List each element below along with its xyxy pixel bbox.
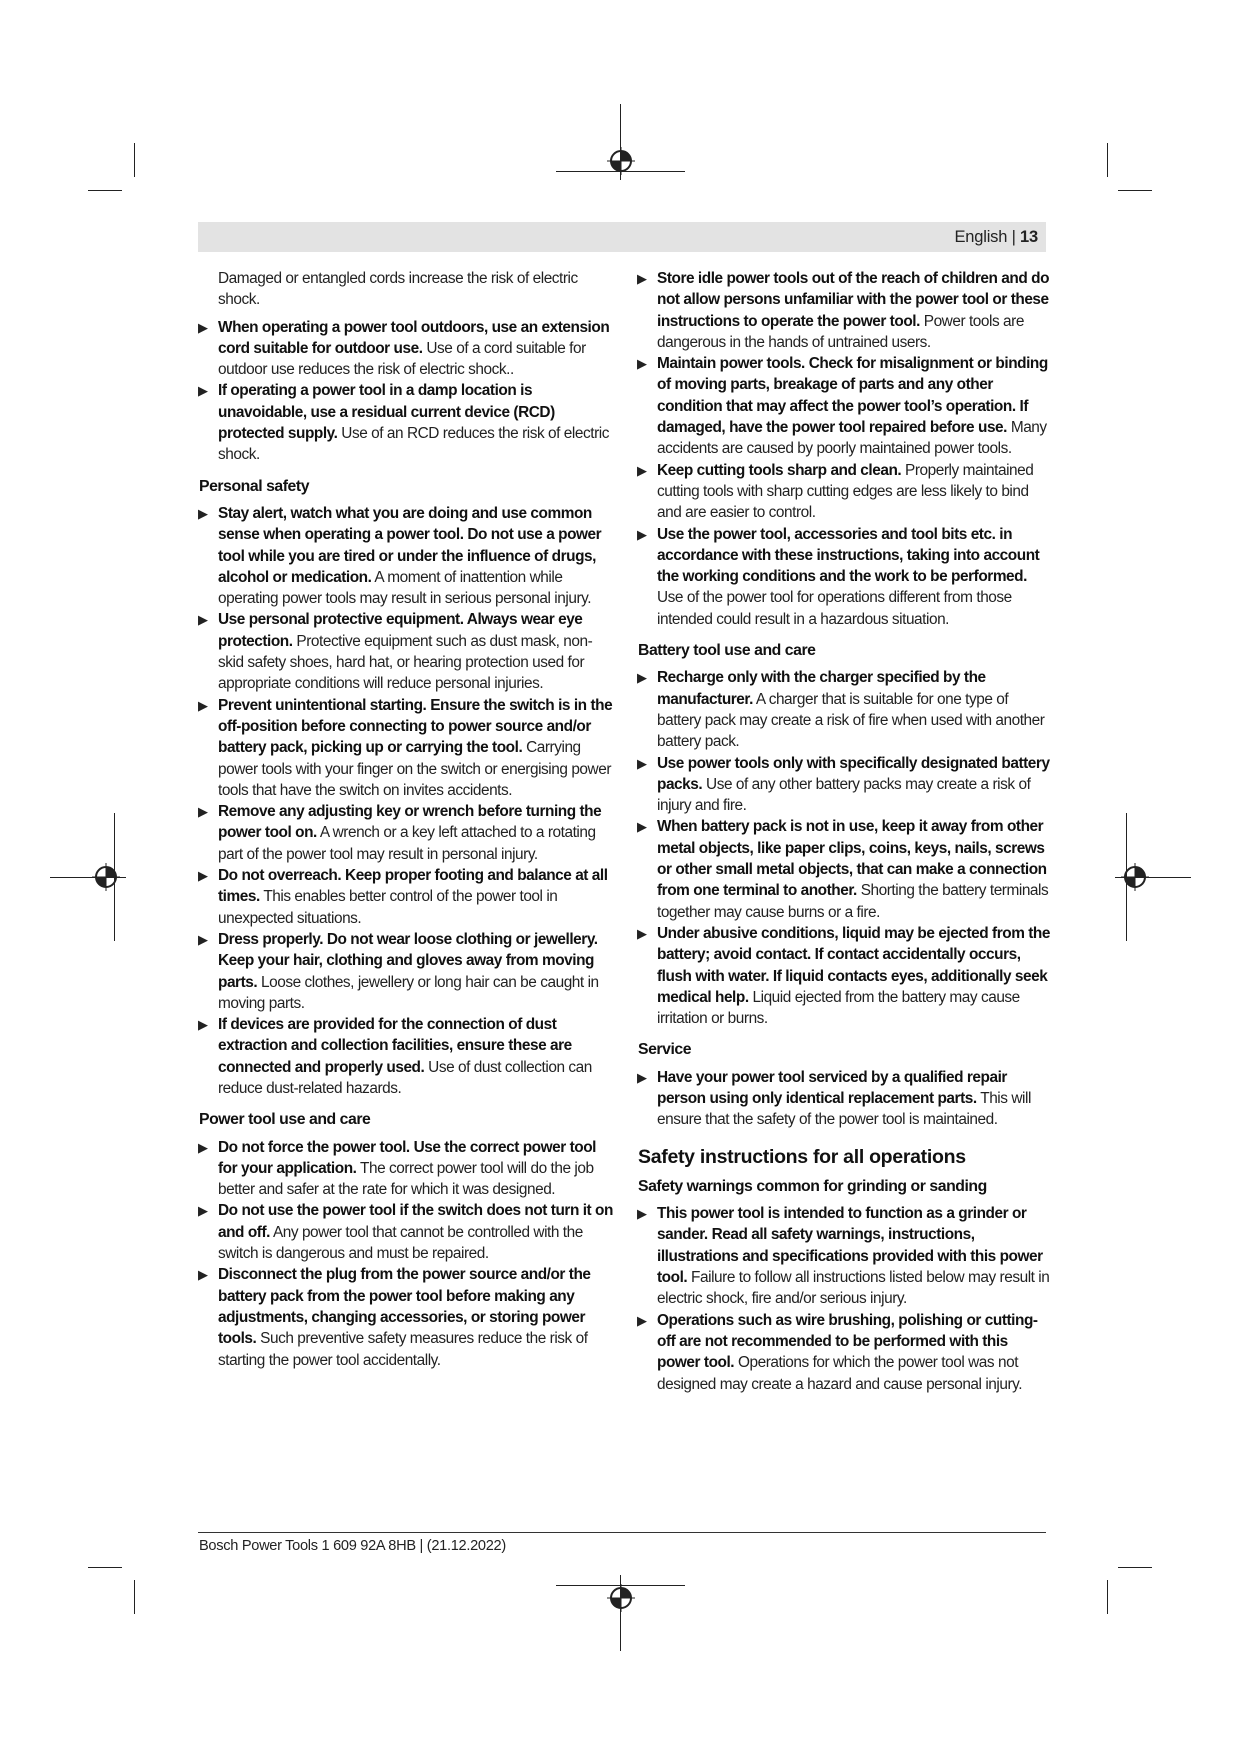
bullet-arrow-icon: ▶ <box>198 319 208 335</box>
item-bold-text: Recharge only with the charger specified by the manufacturer. <box>657 669 986 708</box>
item-body-text: The correct power tool will do the job better and safer at the rate for which it was designed. <box>218 1159 594 1199</box>
crop-mark <box>134 1580 135 1614</box>
list-item <box>638 524 1050 630</box>
item-body-text: Many accidents are caused by poorly maintained power tools. <box>657 419 1047 458</box>
bullet-arrow-icon: ▶ <box>198 612 208 628</box>
registration-target-icon <box>92 863 120 891</box>
list-personal-safety <box>199 503 613 1099</box>
item-body-text: Such preventive safety measures reduce the risk of starting the power tool accidentally. <box>218 1330 588 1369</box>
crop-mark <box>1118 190 1152 191</box>
bullet-arrow-icon: ▶ <box>637 526 647 542</box>
intro-paragraph: Damaged or entangled cords increase the risk of electric shock. <box>218 270 578 309</box>
item-bold-text: Use personal protective equipment. Always wear eye protection. <box>218 611 583 650</box>
item-bold-text: Under abusive conditions, liquid may be ejected from the battery; avoid contact. If contact accidentally occurs, flush with water. If liquid contacts eyes, additionally seek medical help. <box>657 924 1050 1006</box>
crop-mark <box>88 1567 122 1568</box>
item-bold-text: Do not overreach. Keep proper footing and balance at all times. <box>218 867 608 906</box>
item-bold-text: When operating a power tool outdoors, use an extension cord suitable for outdoor use. <box>218 318 610 357</box>
list-item <box>638 667 1050 752</box>
header-text <box>954 228 1038 247</box>
list-item <box>199 503 613 609</box>
list-item <box>199 380 613 465</box>
header-language: English <box>954 228 1008 246</box>
item-body-text: Failure to follow all instructions listed below may result in electric shock, fire and/or serious injury. <box>657 1269 1050 1308</box>
list-grinding-sanding <box>638 1203 1050 1395</box>
item-bold-text: Dress properly. Do not wear loose clothing or jewellery. Keep your hair, clothing and gloves away from moving parts. <box>218 930 598 991</box>
left-column <box>199 268 613 1371</box>
item-bold-text: Maintain power tools. Check for misalignment or binding of moving parts, breakage of parts and any other condition that may affect the power tool’s operation. If damaged, have the power tool repaired before use. <box>657 355 1048 437</box>
list-outdoor <box>199 317 613 466</box>
item-bold-text: Store idle power tools out of the reach of children and do not allow persons unfamiliar with the power tool or these instructions to operate the power tool. <box>657 270 1050 330</box>
bullet-arrow-icon: ▶ <box>198 1139 208 1155</box>
heading-power-tool-use: Power tool use and care <box>199 1111 371 1129</box>
registration-target-icon <box>607 147 635 175</box>
bullet-arrow-icon: ▶ <box>198 804 208 820</box>
heading-personal-safety: Personal safety <box>199 477 310 495</box>
registration-target-icon <box>1121 863 1149 891</box>
item-bold-text: If operating a power tool in a damp location is unavoidable, use a residual current device (RCD) protected supply. <box>218 382 555 443</box>
bullet-arrow-icon: ▶ <box>637 462 647 478</box>
item-body-text: Protective equipment such as dust mask, non-skid safety shoes, hard hat, or hearing protection used for appropriate conditions will reduce personal injuries. <box>218 632 593 693</box>
item-bold-text: Keep cutting tools sharp and clean. <box>657 461 902 479</box>
bullet-arrow-icon: ▶ <box>198 1203 208 1219</box>
bullet-arrow-icon: ▶ <box>637 670 647 686</box>
bullet-arrow-icon: ▶ <box>637 1069 647 1085</box>
bullet-arrow-icon: ▶ <box>198 505 208 521</box>
item-body-text: Use of an RCD reduces the risk of electric shock. <box>218 425 609 464</box>
bullet-arrow-icon: ▶ <box>637 819 647 835</box>
item-bold-text: Use power tools only with specifically designated battery packs. <box>657 754 1050 793</box>
list-item <box>199 1200 613 1264</box>
item-bold-text: Operations such as wire brushing, polishing or cutting-off are not recommended to be performed with this power tool. <box>657 1311 1038 1372</box>
list-item <box>199 929 613 1014</box>
item-body-text: Carrying power tools with your finger on the switch or energising power tools that have the switch on invites accidents. <box>218 739 611 799</box>
item-bold-text: This power tool is intended to function as a grinder or sander. Read all safety warnings, instructions, illustrations and specifications provided with this power tool. <box>657 1205 1043 1287</box>
item-body-text: Loose clothes, jewellery or long hair can be caught in moving parts. <box>218 973 599 1012</box>
item-body-text: A wrench or a key left attached to a rotating part of the power tool may result in personal injury. <box>218 824 596 863</box>
item-body-text: Use of dust collection can reduce dust-related hazards. <box>218 1058 592 1097</box>
bullet-arrow-icon: ▶ <box>198 1267 208 1283</box>
heading-grinding-sanding: Safety warnings common for grinding or sanding <box>638 1177 987 1195</box>
item-body-text: Operations for which the power tool was not designed may create a hazard and cause personal injury. <box>657 1354 1023 1393</box>
list-item <box>199 801 613 865</box>
item-bold-text: Use the power tool, accessories and tool bits etc. in accordance with these instructions, taking into account the working conditions and the work to be performed. <box>657 525 1040 586</box>
bullet-arrow-icon: ▶ <box>637 1206 647 1222</box>
header-separator: | <box>1007 228 1021 246</box>
list-battery-tool <box>638 667 1050 1029</box>
item-bold-text: Disconnect the plug from the power source and/or the battery pack from the power tool before making any adjustments, changing accessories, or storing power tools. <box>218 1266 591 1348</box>
page-header <box>198 222 1046 252</box>
list-item <box>638 268 1050 353</box>
item-body-text: Properly maintained cutting tools with sharp cutting edges are less likely to bind and are easier to control. <box>657 461 1034 522</box>
item-body-text: A charger that is suitable for one type of battery pack may create a risk of fire when used with another battery pack. <box>657 690 1045 751</box>
bullet-arrow-icon: ▶ <box>198 1017 208 1033</box>
heading-safety-all-operations: Safety instructions for all operations <box>638 1145 966 1168</box>
page-number: 13 <box>1020 228 1038 246</box>
list-item <box>199 695 613 801</box>
item-body-text: Use of the power tool for operations different from those intended could result in a hazardous situation. <box>657 589 1012 628</box>
item-bold-text: Do not use the power tool if the switch does not turn it on and off. <box>218 1202 613 1241</box>
list-item <box>638 816 1050 922</box>
crop-mark <box>88 190 122 191</box>
list-item <box>199 317 613 381</box>
list-item <box>638 1067 1050 1131</box>
heading-battery-tool: Battery tool use and care <box>638 642 816 660</box>
bullet-arrow-icon: ▶ <box>198 383 208 399</box>
list-item <box>199 1264 613 1370</box>
list-item <box>638 923 1050 1029</box>
list-item <box>638 1310 1050 1395</box>
list-item <box>638 353 1050 459</box>
list-item <box>638 460 1050 524</box>
list-item <box>638 753 1050 817</box>
bullet-arrow-icon: ▶ <box>637 1312 647 1328</box>
crop-mark <box>134 143 135 177</box>
item-body-text: Shorting the battery terminals together may cause burns or a fire. <box>657 882 1049 921</box>
bullet-arrow-icon: ▶ <box>198 697 208 713</box>
footer-text: Bosch Power Tools 1 609 92A 8HB | (21.12.2022) <box>199 1538 506 1554</box>
item-body-text: A moment of inattention while operating power tools may result in serious personal injury. <box>218 568 592 608</box>
bullet-arrow-icon: ▶ <box>637 755 647 771</box>
item-body-text: Power tools are dangerous in the hands of untrained users. <box>657 312 1024 351</box>
item-bold-text: When battery pack is not in use, keep it away from other metal objects, like paper clips, coins, keys, nails, screws or other small metal objects, that can make a connection from one terminal to another. <box>657 818 1047 900</box>
registration-target-icon <box>607 1584 635 1612</box>
item-bold-text: Do not force the power tool. Use the correct power tool for your application. <box>218 1138 597 1177</box>
bullet-arrow-icon: ▶ <box>198 931 208 947</box>
item-bold-text: Have your power tool serviced by a qualified repair person using only identical replacement parts. <box>657 1068 1007 1107</box>
list-power-tool-care <box>638 268 1050 630</box>
bullet-arrow-icon: ▶ <box>198 868 208 884</box>
item-bold-text: Prevent unintentional starting. Ensure the switch is in the off-position before connecting to power source and/or battery pack, picking up or carrying the tool. <box>218 696 613 757</box>
item-body-text: Use of any other battery packs may create a risk of injury and fire. <box>657 775 1031 815</box>
list-item <box>199 1014 613 1099</box>
bullet-arrow-icon: ▶ <box>637 925 647 941</box>
crop-mark <box>1107 143 1108 177</box>
item-body-text: Liquid ejected from the battery may cause irritation or burns. <box>657 988 1020 1028</box>
list-item <box>199 1137 613 1201</box>
item-bold-text: Remove any adjusting key or wrench before turning the power tool on. <box>218 803 602 842</box>
list-power-tool-use <box>199 1137 613 1371</box>
footer-rule <box>198 1532 1046 1533</box>
right-column <box>638 268 1050 1395</box>
item-body-text: This enables better control of the power tool in unexpected situations. <box>218 888 558 927</box>
list-item <box>199 865 613 929</box>
item-body-text: Use of a cord suitable for outdoor use reduces the risk of electric shock.. <box>218 339 586 379</box>
item-bold-text: Stay alert, watch what you are doing and use common sense when operating a power tool. Do not use a power tool while you are tired or under the influence of drugs, alcohol or medication. <box>218 504 602 586</box>
list-item <box>199 609 613 694</box>
item-body-text: Any power tool that cannot be controlled with the switch is dangerous and must be repaired. <box>218 1223 583 1263</box>
crop-mark <box>1107 1580 1108 1614</box>
item-body-text: This will ensure that the safety of the power tool is maintained. <box>657 1089 1031 1129</box>
heading-service: Service <box>638 1041 692 1059</box>
bullet-arrow-icon: ▶ <box>637 271 647 286</box>
item-bold-text: If devices are provided for the connection of dust extraction and collection facilities, ensure these are connected and properly used. <box>218 1016 572 1076</box>
crop-mark <box>1118 1567 1152 1568</box>
list-item <box>638 1203 1050 1309</box>
list-service <box>638 1067 1050 1131</box>
bullet-arrow-icon: ▶ <box>637 356 647 372</box>
